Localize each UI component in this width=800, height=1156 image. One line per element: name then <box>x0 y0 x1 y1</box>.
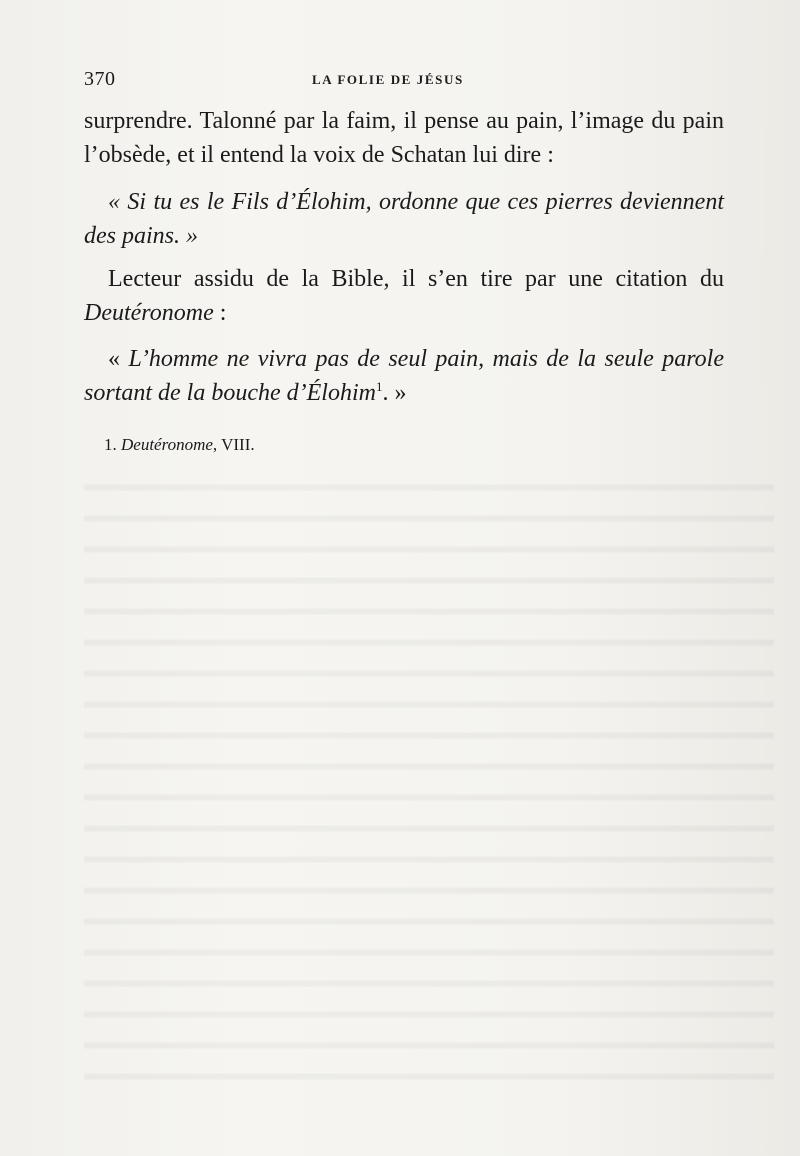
quote-text: L’homme ne vivra pas de seul pain, mais de la seule parole sortant de la bouche d’Élohim <box>84 346 724 406</box>
close-quote: » <box>180 223 198 249</box>
close-quote: . » <box>382 380 407 406</box>
show-through-texture <box>84 470 774 1090</box>
quote-text: Si tu es le Fils d’Élohim, ordonne que ces pierres deviennent des pains. <box>84 189 725 249</box>
footnote-reference-text: , VIII. <box>212 435 255 454</box>
running-title: LA FOLIE DE JÉSUS <box>312 72 464 87</box>
paragraph-text: Lecteur assidu de la Bible, il s’en tire par une citation du <box>108 266 724 292</box>
quote-paragraph-2 <box>84 342 724 410</box>
footnote <box>104 434 255 456</box>
paragraph-tail: : <box>213 300 227 326</box>
open-quote: « <box>108 189 128 215</box>
footnote-source: Deutéronome <box>121 435 213 454</box>
paragraph-1: surprendre. Talonné par la faim, il pense au pain, l’image du pain l’obsède, et il entend la voix de Schatan lui dire : <box>84 108 724 168</box>
open-quote: « <box>108 346 129 372</box>
quote-paragraph-1 <box>84 185 724 253</box>
book-title: Deutéronome <box>84 300 214 326</box>
paragraph-3 <box>84 262 724 330</box>
footnote-number: 1. <box>104 435 117 454</box>
footnote-reference: 1 <box>375 379 383 394</box>
page-number: 370 <box>84 68 116 90</box>
